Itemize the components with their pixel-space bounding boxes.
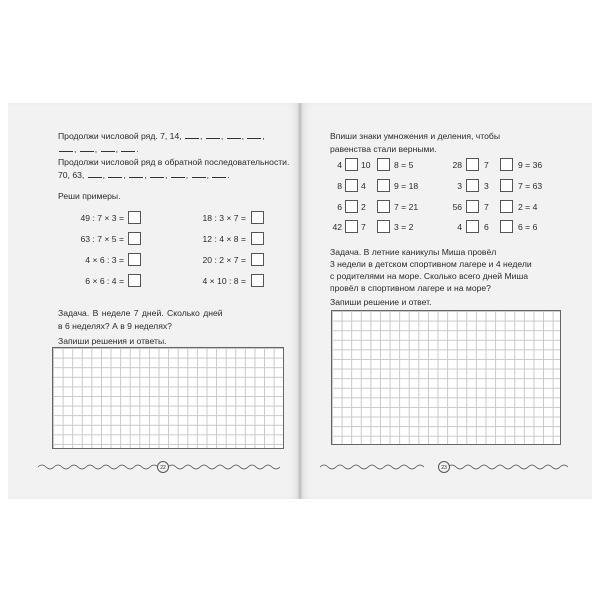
answer-blank[interactable] (101, 143, 115, 152)
sign-box[interactable] (345, 200, 358, 213)
sign-box[interactable] (466, 220, 479, 233)
answer-blank[interactable] (108, 169, 122, 178)
equation-number: 4 (361, 181, 366, 191)
equation-number: 7 (484, 160, 489, 170)
sign-box[interactable] (466, 200, 479, 213)
left-task2-line2: 70, 63, , , , , , , . (58, 170, 230, 180)
right-answer-label: Запиши решение и ответ. (330, 297, 432, 307)
answer-grid[interactable] (52, 347, 284, 449)
answer-blank[interactable] (192, 169, 206, 178)
answer-box[interactable] (251, 253, 264, 266)
equation-number: 42 (332, 222, 342, 232)
book-spine (298, 103, 302, 499)
equation-number: 8 (337, 181, 342, 191)
example-expression: 4 × 10 : 8 = (202, 276, 246, 286)
left-task4-line2: в 6 неделях? А в 9 неделях? (58, 321, 172, 331)
right-task2-line3: с родителями на море. Сколько всего дней Миша (330, 271, 529, 281)
answer-blank[interactable] (185, 130, 199, 139)
right-task2-line4: провёл в спортивном лагере и на море? (330, 283, 491, 293)
answer-blank[interactable] (227, 130, 241, 139)
answer-blank[interactable] (247, 130, 261, 139)
equation-number: 2 (361, 202, 366, 212)
answer-box[interactable] (128, 211, 141, 224)
right-task2-line2: 3 недели в детском спортивном лагере и 4 недели (330, 259, 532, 269)
equation-rest: 2 = 4 (518, 202, 538, 212)
example-expression: 49 : 7 × 3 = (80, 213, 124, 223)
equation-rest: 3 = 2 (394, 222, 414, 232)
example-expression: 12 : 4 × 8 = (202, 234, 246, 244)
equation-number: 7 (361, 222, 366, 232)
page-number: 23 (438, 461, 450, 473)
answer-box[interactable] (251, 211, 264, 224)
example-expression: 4 × 6 : 3 = (85, 255, 124, 265)
left-task4-line1: Задача. В неделе 7 дней. Сколько дней (58, 308, 223, 318)
sign-box[interactable] (345, 220, 358, 233)
sign-box[interactable] (377, 158, 390, 171)
answer-box[interactable] (128, 232, 141, 245)
left-answer-label: Запиши решения и ответы. (58, 336, 167, 346)
answer-blank[interactable] (88, 169, 102, 178)
answer-blank[interactable] (59, 143, 73, 152)
sign-box[interactable] (345, 158, 358, 171)
answer-blank[interactable] (80, 143, 94, 152)
sign-box[interactable] (500, 220, 513, 233)
equation-rest: 8 = 5 (394, 160, 414, 170)
equation-rest: 9 = 36 (518, 160, 543, 170)
answer-box[interactable] (251, 274, 264, 287)
equation-number: 4 (337, 160, 342, 170)
answer-blank[interactable] (206, 130, 220, 139)
right-task2-line1: Задача. В летние каникулы Миша провёл (330, 247, 497, 257)
answer-box[interactable] (128, 274, 141, 287)
left-task2-line1: Продолжи числовой ряд в обратной последовательности. (58, 157, 290, 167)
page-number: 22 (157, 461, 169, 473)
equation-number: 4 (457, 222, 462, 232)
equation-rest: 6 = 6 (518, 222, 538, 232)
equation-number: 6 (484, 222, 489, 232)
answer-box[interactable] (251, 232, 264, 245)
example-expression: 18 : 3 × 7 = (202, 213, 246, 223)
example-expression: 63 : 7 × 5 = (80, 234, 124, 244)
answer-blank[interactable] (129, 169, 143, 178)
left-task2-start: 70, 63, (58, 170, 85, 180)
left-task3-title: Реши примеры. (58, 191, 121, 201)
sign-box[interactable] (500, 158, 513, 171)
answer-blank[interactable] (212, 169, 226, 178)
sign-box[interactable] (377, 200, 390, 213)
sign-box[interactable] (500, 200, 513, 213)
answer-blank[interactable] (171, 169, 185, 178)
example-expression: 6 × 6 : 4 = (85, 276, 124, 286)
equation-number: 3 (457, 181, 462, 191)
sign-box[interactable] (377, 220, 390, 233)
equation-rest: 9 = 18 (394, 181, 419, 191)
equation-number: 7 (484, 202, 489, 212)
equation-rest: 7 = 21 (394, 202, 419, 212)
example-expression: 20 : 2 × 7 = (202, 255, 246, 265)
sign-box[interactable] (466, 179, 479, 192)
sign-box[interactable] (500, 179, 513, 192)
answer-blank[interactable] (121, 143, 135, 152)
answer-blank[interactable] (150, 169, 164, 178)
equation-rest: 7 = 63 (518, 181, 543, 191)
equation-number: 6 (337, 202, 342, 212)
right-task1-line2: равенства стали верными. (330, 144, 437, 154)
sign-box[interactable] (345, 179, 358, 192)
answer-grid[interactable] (331, 310, 561, 445)
sign-box[interactable] (377, 179, 390, 192)
left-task1-text: Продолжи числовой ряд. 7, 14, (58, 131, 182, 141)
answer-box[interactable] (128, 253, 141, 266)
left-task1-continuation: , , , . (58, 143, 139, 155)
equation-number: 10 (361, 160, 371, 170)
sign-box[interactable] (466, 158, 479, 171)
equation-number: 3 (484, 181, 489, 191)
left-task1: Продолжи числовой ряд. 7, 14, , , , , (58, 131, 265, 141)
equation-number: 56 (452, 202, 462, 212)
equation-number: 28 (452, 160, 462, 170)
right-task1-line1: Впиши знаки умножения и деления, чтобы (330, 131, 500, 141)
